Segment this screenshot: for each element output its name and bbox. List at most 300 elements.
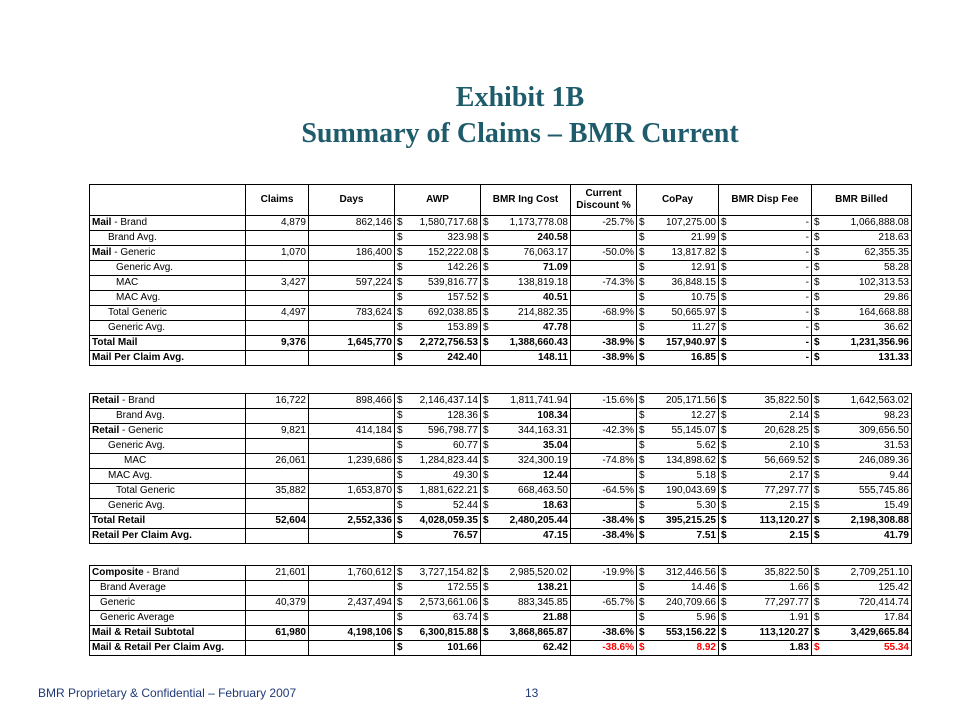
dollar-sign: $ [814, 500, 820, 511]
billed-cell [812, 454, 912, 469]
header-disp-fee: BMR Disp Fee [719, 185, 812, 216]
copay-cell-value: 5.62 [696, 440, 716, 451]
row-label [90, 231, 246, 246]
dollar-sign: $ [814, 597, 820, 608]
dollar-sign: $ [721, 307, 727, 318]
billed-cell [812, 336, 912, 351]
copay-cell-value: 190,043.69 [665, 485, 716, 496]
ing-cost-cell-value: 21.88 [542, 612, 568, 623]
disp-fee-cell [719, 484, 812, 499]
ing-cost-cell-value: 214,882.35 [517, 307, 568, 318]
copay-cell-value: 107,275.00 [665, 217, 716, 228]
dollar-sign: $ [814, 425, 820, 436]
awp-cell [395, 336, 481, 351]
row-label-text: Mail Per Claim Avg. [92, 352, 185, 363]
awp-cell-value: 2,272,756.53 [419, 337, 478, 348]
dollar-sign: $ [721, 642, 727, 653]
ing-cost-cell [481, 514, 571, 529]
copay-cell-value: 16.85 [690, 352, 716, 363]
header-days: Days [309, 185, 395, 216]
discount-cell [571, 611, 637, 626]
table-row [90, 514, 912, 529]
dollar-sign: $ [397, 567, 403, 578]
page-number: 13 [525, 686, 539, 700]
disp-fee-cell-value: 56,669.52 [764, 455, 809, 466]
dollar-sign: $ [397, 307, 403, 318]
dollar-sign: $ [397, 410, 403, 421]
discount-cell [571, 439, 637, 454]
mail-claims-table [89, 184, 912, 366]
disp-fee-cell-value: 2.10 [789, 440, 809, 451]
dollar-sign: $ [721, 247, 727, 258]
awp-cell [395, 246, 481, 261]
billed-cell [812, 566, 912, 581]
row-label-text: Total Generic [116, 485, 175, 496]
dollar-sign: $ [721, 500, 727, 511]
awp-cell [395, 351, 481, 366]
disp-fee-cell-value: - [805, 277, 809, 288]
copay-cell [637, 626, 719, 641]
days-cell: 1,653,870 [309, 484, 395, 499]
copay-cell [637, 611, 719, 626]
table-row [90, 566, 912, 581]
dollar-sign: $ [639, 455, 645, 466]
table-row [90, 246, 912, 261]
row-label [90, 596, 246, 611]
dollar-sign: $ [483, 425, 489, 436]
claims-cell: 16,722 [246, 394, 309, 409]
ing-cost-cell [481, 409, 571, 424]
claims-cell [246, 611, 309, 626]
row-label-text: Composite [92, 567, 144, 578]
days-cell: 2,437,494 [309, 596, 395, 611]
ing-cost-cell-value: 2,985,520.02 [509, 567, 568, 578]
copay-cell-value: 13,817.82 [671, 247, 716, 258]
awp-cell [395, 499, 481, 514]
dollar-sign: $ [721, 612, 727, 623]
copay-cell-value: 11.27 [691, 322, 716, 333]
dollar-sign: $ [639, 515, 645, 526]
days-cell [309, 581, 395, 596]
days-cell: 1,760,612 [309, 566, 395, 581]
ing-cost-cell-value: 324,300.19 [517, 455, 568, 466]
billed-cell [812, 499, 912, 514]
discount-cell [571, 321, 637, 336]
ing-cost-cell-value: 148.11 [537, 352, 568, 363]
disp-fee-cell [719, 246, 812, 261]
awp-cell-value: 2,146,437.14 [419, 395, 478, 406]
dollar-sign: $ [397, 232, 403, 243]
disp-fee-cell [719, 351, 812, 366]
copay-cell [637, 469, 719, 484]
row-label [90, 626, 246, 641]
awp-cell-value: 323.98 [447, 232, 478, 243]
billed-cell-value: 246,089.36 [858, 455, 909, 466]
awp-cell-value: 6,300,815.88 [419, 627, 478, 638]
claims-cell [246, 351, 309, 366]
ing-cost-cell [481, 246, 571, 261]
copay-cell-value: 21.99 [690, 232, 716, 243]
row-label [90, 409, 246, 424]
copay-cell [637, 454, 719, 469]
copay-cell [637, 596, 719, 611]
dollar-sign: $ [639, 597, 645, 608]
table-row [90, 611, 912, 626]
disp-fee-cell-value: 2.17 [789, 470, 809, 481]
awp-cell-value: 3,727,154.82 [419, 567, 478, 578]
awp-cell-value: 1,580,717.68 [419, 217, 478, 228]
dollar-sign: $ [639, 642, 645, 653]
claims-cell: 61,980 [246, 626, 309, 641]
ing-cost-cell-value: 1,811,741.94 [510, 395, 568, 406]
awp-cell [395, 529, 481, 544]
claims-cell: 1,070 [246, 246, 309, 261]
table-row [90, 276, 912, 291]
awp-cell-value: 692,038.85 [427, 307, 478, 318]
copay-cell-value: 205,171.56 [665, 395, 716, 406]
copay-cell-value: 7.51 [696, 530, 716, 541]
dollar-sign: $ [814, 292, 820, 303]
days-cell: 862,146 [309, 216, 395, 231]
dollar-sign: $ [397, 485, 403, 496]
table-row [90, 321, 912, 336]
dollar-sign: $ [397, 322, 403, 333]
disp-fee-cell [719, 216, 812, 231]
row-label-text: Generic Average [100, 612, 175, 623]
billed-cell-value: 164,668.88 [858, 307, 909, 318]
disp-fee-cell-value: 2.15 [789, 530, 809, 541]
ing-cost-cell [481, 261, 571, 276]
disp-fee-cell-value: - [805, 322, 809, 333]
billed-cell [812, 306, 912, 321]
row-label [90, 611, 246, 626]
days-cell [309, 499, 395, 514]
footer-confidential-note: BMR Proprietary & Confidential – February 2007 [38, 686, 297, 700]
disp-fee-cell [719, 424, 812, 439]
awp-cell [395, 321, 481, 336]
awp-cell-value: 101.66 [447, 642, 478, 653]
dollar-sign: $ [721, 425, 727, 436]
days-cell: 1,239,686 [309, 454, 395, 469]
claims-cell [246, 529, 309, 544]
table-row [90, 454, 912, 469]
row-label [90, 291, 246, 306]
awp-cell [395, 276, 481, 291]
awp-cell [395, 261, 481, 276]
disp-fee-cell [719, 306, 812, 321]
disp-fee-cell-value: - [805, 292, 809, 303]
discount-cell [571, 291, 637, 306]
table-row [90, 439, 912, 454]
awp-cell-value: 1,284,823.44 [419, 455, 478, 466]
dollar-sign: $ [397, 612, 403, 623]
copay-cell-value: 55,145.07 [671, 425, 716, 436]
dollar-sign: $ [397, 515, 403, 526]
billed-cell-value: 31.53 [883, 440, 909, 451]
billed-cell [812, 321, 912, 336]
disp-fee-cell [719, 641, 812, 656]
days-cell: 4,198,106 [309, 626, 395, 641]
dollar-sign: $ [483, 612, 489, 623]
row-label [90, 469, 246, 484]
row-label [90, 641, 246, 656]
awp-cell-value: 539,816.77 [427, 277, 478, 288]
ing-cost-cell-value: 240.58 [537, 232, 568, 243]
copay-cell [637, 336, 719, 351]
dollar-sign: $ [814, 567, 820, 578]
billed-cell-value: 36.62 [883, 322, 909, 333]
dollar-sign: $ [814, 485, 820, 496]
claims-cell [246, 641, 309, 656]
dollar-sign: $ [721, 292, 727, 303]
discount-cell: -50.0% [571, 246, 637, 261]
awp-cell-value: 4,028,059.35 [419, 515, 478, 526]
disp-fee-cell [719, 276, 812, 291]
discount-cell [571, 231, 637, 246]
ing-cost-cell-value: 108.34 [537, 410, 568, 421]
copay-cell [637, 424, 719, 439]
disp-fee-cell [719, 261, 812, 276]
disp-fee-cell-value: 77,297.77 [764, 485, 809, 496]
row-label-text: Mail & Retail Per Claim Avg. [92, 642, 225, 653]
table-row [90, 581, 912, 596]
dollar-sign: $ [639, 425, 645, 436]
discount-cell [571, 469, 637, 484]
dollar-sign: $ [397, 627, 403, 638]
billed-cell-value: 62,355.35 [864, 247, 909, 258]
row-label-text: MAC Avg. [108, 470, 153, 481]
ing-cost-cell-value: 47.15 [542, 530, 568, 541]
dollar-sign: $ [639, 307, 645, 318]
ing-cost-cell [481, 611, 571, 626]
row-label-suffix: - Generic [111, 247, 156, 258]
disp-fee-cell-value: - [805, 217, 809, 228]
dollar-sign: $ [483, 500, 489, 511]
dollar-sign: $ [721, 395, 727, 406]
disp-fee-cell [719, 291, 812, 306]
awp-cell-value: 52.44 [452, 500, 478, 511]
dollar-sign: $ [814, 440, 820, 451]
discount-cell: -38.9% [571, 336, 637, 351]
row-label-text: Brand Average [100, 582, 166, 593]
disp-fee-cell-value: - [805, 232, 809, 243]
dollar-sign: $ [814, 530, 820, 541]
claims-cell [246, 409, 309, 424]
dollar-sign: $ [639, 232, 645, 243]
row-label-text: Total Mail [92, 337, 138, 348]
dollar-sign: $ [483, 455, 489, 466]
dollar-sign: $ [397, 597, 403, 608]
disp-fee-cell-value: 35,822.50 [764, 567, 809, 578]
awp-cell-value: 157.52 [447, 292, 478, 303]
row-label [90, 566, 246, 581]
discount-cell [571, 499, 637, 514]
row-label-text: Generic Avg. [116, 262, 174, 273]
awp-cell [395, 611, 481, 626]
ing-cost-cell [481, 626, 571, 641]
disp-fee-cell [719, 566, 812, 581]
table-row [90, 424, 912, 439]
table-row [90, 394, 912, 409]
dollar-sign: $ [721, 582, 727, 593]
days-cell: 898,466 [309, 394, 395, 409]
copay-cell [637, 409, 719, 424]
row-label-text: Mail [92, 217, 112, 228]
awp-cell-value: 596,798.77 [427, 425, 478, 436]
disp-fee-cell-value: - [805, 262, 809, 273]
dollar-sign: $ [721, 262, 727, 273]
dollar-sign: $ [639, 277, 645, 288]
dollar-sign: $ [814, 410, 820, 421]
copay-cell [637, 276, 719, 291]
copay-cell-value: 14.46 [690, 582, 716, 593]
disp-fee-cell-value: 77,297.77 [764, 597, 809, 608]
ing-cost-cell [481, 336, 571, 351]
discount-cell: -38.4% [571, 514, 637, 529]
ing-cost-cell-value: 138.21 [537, 582, 568, 593]
dollar-sign: $ [814, 515, 820, 526]
row-label-text: MAC [124, 455, 147, 466]
dollar-sign: $ [721, 455, 727, 466]
header-billed: BMR Billed [812, 185, 912, 216]
dollar-sign: $ [639, 217, 645, 228]
table-header-row [90, 185, 912, 216]
billed-cell-value: 309,656.50 [858, 425, 909, 436]
days-cell: 783,624 [309, 306, 395, 321]
days-cell [309, 529, 395, 544]
row-label-text: Generic Avg. [108, 322, 166, 333]
ing-cost-cell [481, 454, 571, 469]
billed-cell [812, 409, 912, 424]
awp-cell [395, 596, 481, 611]
dollar-sign: $ [721, 337, 727, 348]
row-label-text: Brand Avg. [116, 410, 165, 421]
ing-cost-cell [481, 581, 571, 596]
dollar-sign: $ [814, 642, 820, 653]
days-cell [309, 231, 395, 246]
copay-cell [637, 216, 719, 231]
awp-cell-value: 76.57 [452, 530, 478, 541]
dollar-sign: $ [814, 582, 820, 593]
dollar-sign: $ [639, 410, 645, 421]
disp-fee-cell-value: 20,628.25 [764, 425, 809, 436]
row-label-text: Total Generic [108, 307, 167, 318]
awp-cell [395, 424, 481, 439]
copay-cell-value: 12.91 [690, 262, 716, 273]
discount-cell: -38.4% [571, 529, 637, 544]
dollar-sign: $ [639, 247, 645, 258]
ing-cost-cell-value: 1,388,660.43 [509, 337, 568, 348]
billed-cell-value: 131.33 [878, 352, 909, 363]
dollar-sign: $ [814, 247, 820, 258]
ing-cost-cell [481, 529, 571, 544]
dollar-sign: $ [721, 515, 727, 526]
ing-cost-cell [481, 351, 571, 366]
ing-cost-cell-value: 138,819.18 [517, 277, 568, 288]
disp-fee-cell [719, 231, 812, 246]
ing-cost-cell [481, 394, 571, 409]
header-blank [90, 185, 246, 216]
header-discount: Current Discount % [571, 185, 637, 216]
claims-cell: 52,604 [246, 514, 309, 529]
dollar-sign: $ [639, 627, 645, 638]
dollar-sign: $ [397, 352, 403, 363]
copay-cell-value: 553,156.22 [665, 627, 716, 638]
ing-cost-cell-value: 12.44 [542, 470, 568, 481]
copay-cell-value: 50,665.97 [671, 307, 716, 318]
ing-cost-cell [481, 424, 571, 439]
row-label-text: MAC [116, 277, 139, 288]
disp-fee-cell-value: - [805, 247, 809, 258]
dollar-sign: $ [814, 352, 820, 363]
header-claims: Claims [246, 185, 309, 216]
billed-cell [812, 626, 912, 641]
disp-fee-cell [719, 336, 812, 351]
copay-cell-value: 5.18 [696, 470, 716, 481]
disp-fee-cell [719, 409, 812, 424]
row-label-text: Total Retail [92, 515, 146, 526]
dollar-sign: $ [483, 485, 489, 496]
discount-cell [571, 261, 637, 276]
billed-cell-value: 2,709,251.10 [850, 567, 909, 578]
claims-cell: 4,497 [246, 306, 309, 321]
row-label-suffix: - Brand [119, 395, 155, 406]
header-copay: CoPay [637, 185, 719, 216]
ing-cost-cell [481, 231, 571, 246]
days-cell [309, 351, 395, 366]
awp-cell [395, 306, 481, 321]
table-row [90, 231, 912, 246]
ing-cost-cell [481, 596, 571, 611]
row-label [90, 336, 246, 351]
ing-cost-cell-value: 47.78 [542, 322, 568, 333]
dollar-sign: $ [639, 582, 645, 593]
dollar-sign: $ [483, 322, 489, 333]
dollar-sign: $ [397, 337, 403, 348]
discount-cell: -38.9% [571, 351, 637, 366]
dollar-sign: $ [483, 627, 489, 638]
copay-cell-value: 157,940.97 [665, 337, 716, 348]
days-cell: 2,552,336 [309, 514, 395, 529]
claims-cell: 9,821 [246, 424, 309, 439]
billed-cell-value: 2,198,308.88 [850, 515, 909, 526]
table-row [90, 469, 912, 484]
dollar-sign: $ [397, 262, 403, 273]
billed-cell-value: 125.42 [878, 582, 909, 593]
ing-cost-cell-value: 1,173,778.08 [509, 217, 568, 228]
disp-fee-cell [719, 439, 812, 454]
disp-fee-cell [719, 499, 812, 514]
ing-cost-cell [481, 291, 571, 306]
table-row [90, 409, 912, 424]
billed-cell [812, 276, 912, 291]
ing-cost-cell [481, 641, 571, 656]
billed-cell-value: 29.86 [883, 292, 909, 303]
awp-cell [395, 409, 481, 424]
dollar-sign: $ [814, 627, 820, 638]
table-row [90, 216, 912, 231]
claims-cell [246, 581, 309, 596]
awp-cell [395, 566, 481, 581]
row-label [90, 499, 246, 514]
disp-fee-cell [719, 596, 812, 611]
dollar-sign: $ [483, 582, 489, 593]
dollar-sign: $ [397, 642, 403, 653]
copay-cell-value: 8.92 [696, 642, 716, 653]
days-cell [309, 409, 395, 424]
dollar-sign: $ [397, 425, 403, 436]
ing-cost-cell-value: 40.51 [542, 292, 568, 303]
